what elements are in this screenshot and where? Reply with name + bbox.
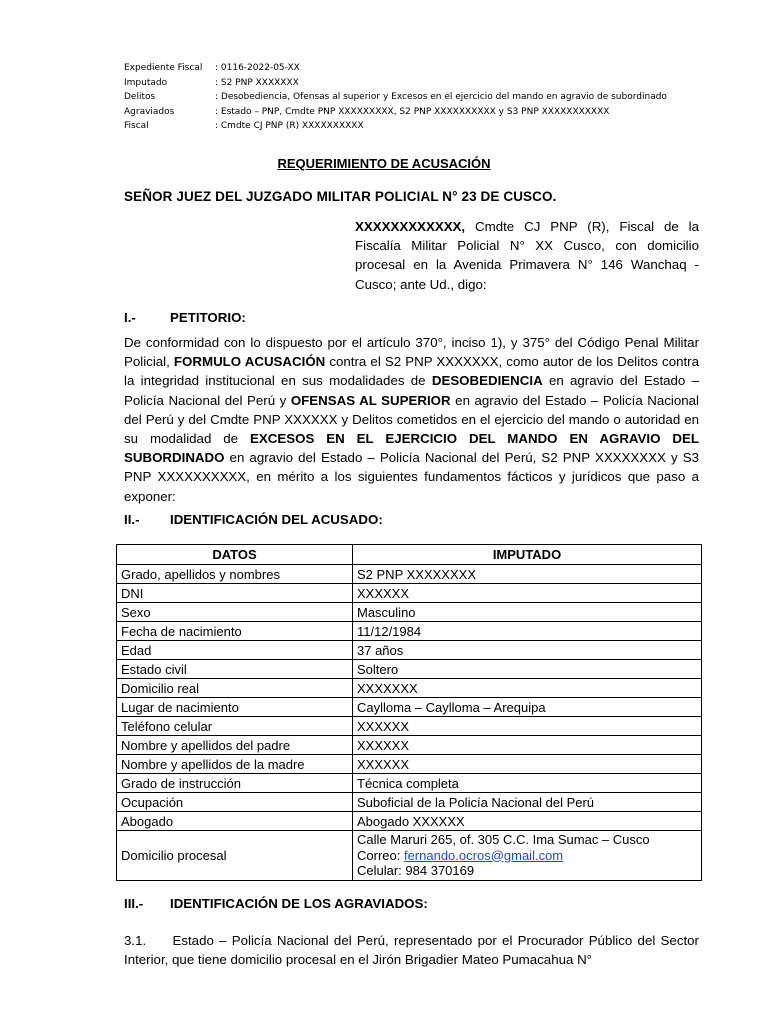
header-row: Expediente Fiscal : 0116-2022-05-XX — [124, 63, 300, 73]
accused-table — [116, 544, 702, 881]
document-title: REQUERIMIENTO DE ACUSACIÓN — [277, 156, 491, 171]
header-row: Delitos : Desobediencia, Ofensas al superior y Excesos en el ejercicio del mando en agravio de subordinado — [124, 92, 667, 102]
petitorio-paragraph: De conformidad con lo dispuesto por el artículo 370°, inciso 1), y 375° del Código Penal Militar Policial, FORMULO ACUSACIÓN contra el S2 PNP XXXXXXX, como autor de los Delitos contra la integridad institucional en sus modalidades de DESOBEDIENCIA en agravio del Estado – Policía Nacional del Perú y OFENSAS AL SUPERIOR en agravio del Estado – Policía Nacional del Perú y del Cmdte PNP XXXXXX y Delitos cometidos en el ejercicio del mando o autoridad en su modalidad de EXCESOS EN EL EJERCICIO DEL MANDO EN AGRAVIO DEL SUBORDINADO en agravio del Estado – Policía Nacional del Perú, S2 PNP XXXXXXXX y S3 PNP XXXXXXXXXX, en mérito a los siguientes fundamentos fácticos y jurídicos que paso a exponer: — [124, 335, 700, 504]
table-row: Grado, apellidos y nombres S2 PNP XXXXXXXX — [117, 565, 702, 584]
column-header: DATOS — [117, 545, 353, 565]
addressee: SEÑOR JUEZ DEL JUZGADO MILITAR POLICIAL N° 23 DE CUSCO. — [124, 189, 557, 204]
table-row: Domicilio real XXXXXXX — [117, 679, 702, 698]
table-row: DNI XXXXXX — [117, 584, 702, 603]
section-heading: I.- PETITORIO: — [124, 310, 246, 325]
table-row: Grado de instrucción Técnica completa — [117, 774, 702, 793]
table-header-row — [117, 545, 702, 565]
table-row: Edad 37 años — [117, 641, 702, 660]
header-row: Fiscal : Cmdte CJ PNP (R) XXXXXXXXXX — [124, 121, 364, 131]
table-row: Nombre y apellidos del padre XXXXXX — [117, 736, 702, 755]
header-row: Imputado : S2 PNP XXXXXXX — [124, 77, 299, 88]
table-row: Estado civil Soltero — [117, 660, 702, 679]
table-row: Nombre y apellidos de la madre XXXXXX — [117, 755, 702, 774]
case-header — [124, 61, 667, 134]
table-row: Lugar de nacimiento Caylloma – Caylloma – Arequipa — [117, 698, 702, 717]
agraviados-paragraph: 3.1. Estado – Policía Nacional del Perú, representado por el Procurador Público del Sector Interior, que tiene domicilio procesal en el Jirón Brigadier Mateo Pumacahua N° — [124, 933, 703, 968]
table-row: Domicilio procesal Calle Maruri 265, of. 305 C.C. Ima Sumac – Cusco Correo: fernando.ocros@gmail.com Celular: 984 370169 — [117, 831, 702, 881]
table-row: Fecha de nacimiento 11/12/1984 — [117, 622, 702, 641]
fiscal-intro: XXXXXXXXXXXX, Cmdte CJ PNP (R), Fiscal de la Fiscalía Militar Policial N° XX Cusco, con domicilio procesal en la Avenida Primavera N° 146 Wanchaq - Cusco; ante Ud., digo: — [355, 219, 699, 292]
table-row: Teléfono celular XXXXXX — [117, 717, 702, 736]
section-heading: III.- IDENTIFICACIÓN DE LOS AGRAVIADOS: — [124, 896, 428, 911]
table-row: Sexo Masculino — [117, 603, 702, 622]
section-heading: II.- IDENTIFICACIÓN DEL ACUSADO: — [124, 512, 383, 527]
header-row: Agraviados : Estado – PNP, Cmdte PNP XXXXXXXXX, S2 PNP XXXXXXXXXX y S3 PNP XXXXXXXXXXX — [124, 106, 610, 117]
email-link[interactable]: fernando.ocros@gmail.com — [403, 847, 564, 863]
column-header: IMPUTADO — [353, 545, 702, 565]
table-row: Abogado Abogado XXXXXX — [117, 812, 702, 831]
table-row: Ocupación Suboficial de la Policía Nacional del Perú — [117, 793, 702, 812]
